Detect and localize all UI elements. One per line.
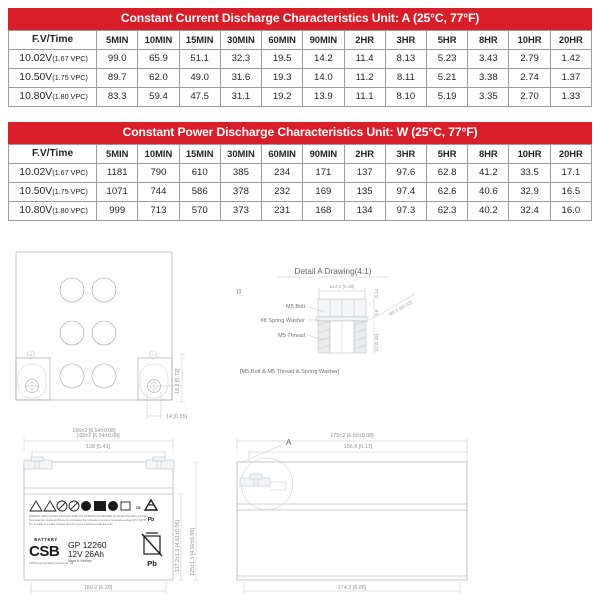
vent-cap [60, 364, 84, 388]
hazard-icon-strip [30, 501, 141, 511]
cell: 1.37 [550, 68, 591, 87]
detail-a-caption: [M5 Bolt & M5 Thread & Spring Washer] [240, 369, 340, 375]
row-label-1002v [9, 163, 97, 182]
cell: 62.3 [426, 201, 467, 220]
cell: 32.3 [220, 49, 261, 68]
cell: 135 [344, 182, 385, 201]
cell: 32.4 [509, 201, 550, 220]
column-header-5hr: 5HR [426, 144, 467, 163]
cell: 49.0 [179, 68, 220, 87]
cell: 17.1 [550, 163, 591, 182]
cell: 31.6 [220, 68, 261, 87]
cell: 13.9 [303, 87, 344, 106]
detail-marker-a: A [286, 438, 292, 447]
cell: 385 [220, 163, 261, 182]
cell: 378 [220, 182, 261, 201]
detail-a-dim-angle: M5.5 [ø0.52] [388, 299, 413, 317]
cell: 137 [344, 163, 385, 182]
model-number: GP 12260 [68, 540, 107, 550]
cell: 234 [262, 163, 303, 182]
row-label-1080v [9, 87, 97, 106]
weee-bin-icon [142, 533, 162, 568]
table-row [9, 49, 592, 68]
column-header-60min: 60MIN [262, 144, 303, 163]
cell: 62.6 [426, 182, 467, 201]
table-header-row [9, 30, 592, 49]
cell: 99.0 [97, 49, 138, 68]
cell: 1181 [97, 163, 138, 182]
cell: 40.6 [468, 182, 509, 201]
cell: 19.3 [262, 68, 303, 87]
label-spring-washer: #8 Spring Washer [260, 318, 305, 324]
dim-terminal-height: 18.2 [0.72] [175, 368, 181, 394]
cell: 5.21 [426, 68, 467, 87]
cell: 713 [138, 201, 179, 220]
label-m5-thread: M5 Thread [278, 333, 305, 339]
cell: 11.4 [344, 49, 385, 68]
column-header-3hr: 3HR [385, 144, 426, 163]
row-vpc: (1.75 VPC) [52, 187, 88, 197]
row-label-1050v [9, 182, 97, 201]
column-header-10hr: 10HR [509, 144, 550, 163]
cell: 19.2 [262, 87, 303, 106]
table-row [9, 163, 592, 182]
dim-side-width: 175±2 [6.89±0.08] [330, 433, 374, 439]
row-vpc: (1.67 VPC) [52, 168, 88, 178]
column-header-10min: 10MIN [138, 30, 179, 49]
terminal-positive [16, 351, 50, 400]
cell: 586 [179, 182, 220, 201]
warning-triangle-icon [44, 501, 56, 511]
column-header-fv-time: F.V/Time [9, 144, 97, 163]
dim-side-inner: 156.8 [6.17] [343, 444, 373, 450]
cell: 11.1 [344, 87, 385, 106]
ce-circle-icon [108, 501, 118, 511]
cell: 3.38 [468, 68, 509, 87]
table-row [9, 182, 592, 201]
warning-line-3: Do not charge in a sealed container. Recycle / return to authorized collection point. [29, 524, 113, 526]
cell: 40.2 [468, 201, 509, 220]
cell: 8.10 [385, 87, 426, 106]
recycle-icon [145, 500, 157, 523]
row-vpc: (1.75 VPC) [52, 73, 88, 83]
cell: 373 [220, 201, 261, 220]
column-header-10min: 10MIN [138, 144, 179, 163]
recycle-pb-label: Pb [147, 517, 155, 523]
constant-current-table [8, 8, 592, 107]
row-voltage: 10.02V [19, 53, 53, 65]
vent-cap [60, 278, 84, 302]
manual-icon [121, 502, 130, 510]
company-name: CSB Energy Technology (Vietnam) Co., Ltd. [29, 563, 74, 565]
cell: 231 [262, 201, 303, 220]
eye-protection-icon [81, 501, 91, 511]
cell: 744 [138, 182, 179, 201]
row-label-1002v [9, 49, 97, 68]
detail-a-dim-lower: 10 [0.39] [374, 334, 379, 352]
brand-logo: CSB [29, 543, 60, 560]
dim-front-width: 166±2 [6.54±0.08] [76, 433, 120, 439]
cell: 1.42 [550, 49, 591, 68]
cell: 62.8 [426, 163, 467, 182]
table-row [9, 87, 592, 106]
dim-top-view-width: 166±2 [6.54±0.08] [72, 428, 116, 434]
column-header-2hr: 2HR [344, 30, 385, 49]
dim-height-outer: 125±1.5 [4.92±0.06] [190, 528, 196, 576]
table-title-constant-power: Constant Power Discharge Characteristics Unit: W (25°C, 77°F) [8, 122, 592, 144]
detail-a-dim-right-1: 3.6 [374, 309, 379, 316]
cell: 14.2 [303, 49, 344, 68]
detail-a-dim-top: ø12.2 [0.48] [329, 284, 355, 289]
row-label-1080v [9, 201, 97, 220]
side-view-drawing [237, 433, 467, 594]
row-vpc: (1.80 VPC) [52, 92, 88, 102]
cell: 8.11 [385, 68, 426, 87]
terminal-negative [138, 351, 172, 400]
row-voltage: 10.02V [19, 167, 53, 179]
top-view-drawing [16, 252, 187, 434]
label-m5-bolt: M5 Bolt [286, 304, 305, 310]
dim-terminal-width: 14 [0.55] [166, 414, 187, 420]
row-vpc: (1.80 VPC) [52, 206, 88, 216]
technical-drawings [0, 236, 600, 600]
column-header-5min: 5MIN [97, 30, 138, 49]
row-voltage: 10.50V [19, 186, 53, 198]
cell: 8.13 [385, 49, 426, 68]
cell: 51.1 [179, 49, 220, 68]
column-header-30min: 30MIN [220, 30, 261, 49]
bolt-assembly [316, 299, 368, 353]
row-voltage: 10.80V [19, 205, 53, 217]
vent-cap [92, 321, 116, 345]
table-row [9, 68, 592, 87]
dim-terminal-span: 138 [5.43] [86, 444, 110, 450]
row-vpc: (1.67 VPC) [52, 54, 88, 64]
cell: 32.9 [509, 182, 550, 201]
column-header-90min: 90MIN [303, 144, 344, 163]
cell: 168 [303, 201, 344, 220]
column-header-60min: 60MIN [262, 30, 303, 49]
front-view-drawing [24, 433, 199, 594]
ce-mark-icon: CE [136, 506, 141, 510]
cell: 3.35 [468, 87, 509, 106]
column-header-15min: 15MIN [179, 144, 220, 163]
cell: 59.4 [138, 87, 179, 106]
cell: 2.74 [509, 68, 550, 87]
brand-sub-label: BATTERY [34, 537, 58, 542]
column-header-fv-time: F.V/Time [9, 30, 97, 49]
cell: 16.0 [550, 201, 591, 220]
cell: 19.5 [262, 49, 303, 68]
constant-power-table [8, 122, 592, 221]
dim-front-base: 160.2 [6.30] [83, 585, 113, 591]
ul-mark-icon [94, 501, 106, 511]
vent-cap [60, 321, 84, 345]
warning-line-1: WARNING: Battery contains sulfuric acid. KEEP OUT OF REACH OF CHILDREN. Do not short the battery terminals. [29, 516, 148, 518]
column-header-5min: 5MIN [97, 144, 138, 163]
cell: 999 [97, 201, 138, 220]
row-label-1050v [9, 68, 97, 87]
detail-a-dim-right-2: 0.14 [374, 289, 379, 298]
column-header-2hr: 2HR [344, 144, 385, 163]
row-voltage: 10.50V [19, 72, 53, 84]
cell: 232 [262, 182, 303, 201]
table-title-constant-current: Constant Current Discharge Characteristics Unit: A (25°C, 77°F) [8, 8, 592, 30]
cell: 89.7 [97, 68, 138, 87]
column-header-10hr: 10HR [509, 30, 550, 49]
made-in-label: Made in Vietnam [68, 559, 92, 563]
cell: 1071 [97, 182, 138, 201]
table-row [9, 201, 592, 220]
cell: 31.1 [220, 87, 261, 106]
vent-cap [92, 278, 116, 302]
cell: 5.23 [426, 49, 467, 68]
detail-a-title: Detail A Drawing(4:1) [294, 267, 372, 276]
battery-label [29, 500, 162, 568]
cell: 62.0 [138, 68, 179, 87]
cell: 570 [179, 201, 220, 220]
warning-line-2: Keep away from sparks and flames. Do not disassemble, incinerate or expose to temperatures above 60°C (140°F). [29, 520, 147, 522]
cell: 97.6 [385, 163, 426, 182]
vent-cap [92, 364, 116, 388]
cell: 2.79 [509, 49, 550, 68]
column-header-90min: 90MIN [303, 30, 344, 49]
column-header-8hr: 8HR [468, 144, 509, 163]
column-header-15min: 15MIN [179, 30, 220, 49]
cell: 83.3 [97, 87, 138, 106]
table-header-row [9, 144, 592, 163]
detail-a-drawing [236, 267, 415, 375]
drawings-svg [0, 236, 600, 600]
cell: 2.70 [509, 87, 550, 106]
cell: 3.43 [468, 49, 509, 68]
cell: 1.33 [550, 87, 591, 106]
front-terminal-left [24, 457, 52, 469]
row-voltage: 10.80V [19, 91, 53, 103]
cell: 11.2 [344, 68, 385, 87]
cell: 5.19 [426, 87, 467, 106]
cell: 47.5 [179, 87, 220, 106]
column-header-8hr: 8HR [468, 30, 509, 49]
weee-pb-label: Pb [147, 559, 157, 568]
cell: 33.5 [509, 163, 550, 182]
column-header-3hr: 3HR [385, 30, 426, 49]
cell: 790 [138, 163, 179, 182]
cell: 610 [179, 163, 220, 182]
cell: 97.3 [385, 201, 426, 220]
cell: 16.5 [550, 182, 591, 201]
cell: 169 [303, 182, 344, 201]
cell: 41.2 [468, 163, 509, 182]
column-header-5hr: 5HR [426, 30, 467, 49]
column-header-20hr: 20HR [550, 144, 591, 163]
cell: 14.0 [303, 68, 344, 87]
cell: 134 [344, 201, 385, 220]
cell: 171 [303, 163, 344, 182]
cell: 97.4 [385, 182, 426, 201]
column-header-20hr: 20HR [550, 30, 591, 49]
dim-height-inner: 117.2±1.5 [4.61±0.06] [175, 520, 181, 572]
cell: 65.9 [138, 49, 179, 68]
detail-a-marker: [1 [237, 289, 242, 295]
front-terminal-right [146, 457, 174, 469]
warning-triangle-icon [30, 501, 42, 511]
dim-side-base: 174.2 [6.86] [337, 585, 367, 591]
column-header-30min: 30MIN [220, 144, 261, 163]
voltage-rating: 12V 26Ah [68, 550, 104, 559]
